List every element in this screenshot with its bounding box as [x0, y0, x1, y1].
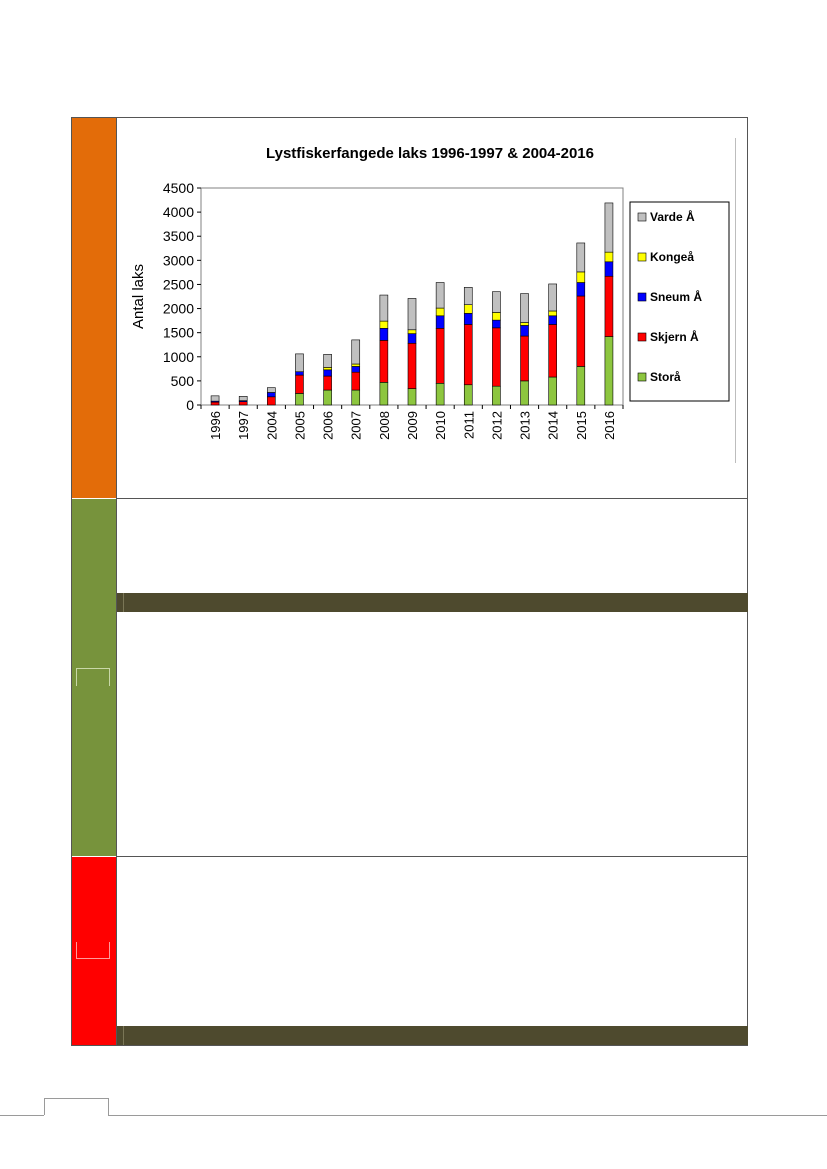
y-tick-label: 1500: [162, 324, 194, 341]
bar-segment: [380, 321, 388, 328]
bar-segment: [605, 276, 613, 336]
bar-segment: [408, 343, 416, 388]
legend-label: Storå: [650, 370, 681, 384]
section-divider-2: [116, 856, 748, 857]
bar-segment: [521, 381, 529, 405]
bar-segment: [436, 328, 444, 383]
bar-segment: [380, 382, 388, 405]
chart-title: Lystfiskerfangede laks 1996-1997 & 2004-2016: [266, 145, 594, 162]
bar-segment: [436, 308, 444, 316]
orange-side-band: [72, 118, 116, 498]
bar-segment: [267, 388, 275, 393]
bar-segment: [521, 323, 529, 326]
x-tick-label: 2009: [405, 411, 420, 440]
bar-segment: [295, 393, 303, 405]
bar-segment: [577, 296, 585, 366]
legend-label: Skjern Å: [650, 330, 699, 344]
y-tick-label: 4500: [162, 180, 194, 196]
bar-segment: [324, 390, 332, 405]
bar-segment: [521, 325, 529, 336]
bar-segment: [408, 330, 416, 334]
stacked-bar-chart: [117, 118, 748, 498]
section-header-bar-1: [117, 593, 748, 612]
x-tick-label: 2015: [573, 411, 589, 440]
green-band-mark-right: [109, 668, 110, 686]
bar-segment: [352, 364, 360, 366]
legend-swatch: [638, 253, 646, 261]
bar-segment: [492, 320, 500, 328]
bar-segment: [605, 252, 613, 262]
y-tick-label: 3000: [162, 252, 194, 269]
bar-segment: [408, 389, 416, 405]
bar-segment: [295, 372, 303, 375]
bar-segment: [380, 295, 388, 321]
red-band-mark-left: [76, 942, 77, 958]
bar-segment: [464, 305, 472, 314]
bar-segment: [521, 336, 529, 381]
footer-tab-left: [44, 1098, 45, 1115]
bar-segment: [549, 324, 557, 377]
bar-segment: [549, 284, 557, 311]
legend-label: Varde Å: [650, 210, 695, 224]
bar-segment: [464, 385, 472, 405]
x-tick-label: 2008: [376, 411, 392, 440]
bar-segment: [577, 283, 585, 297]
bar-segment: [239, 402, 247, 405]
bar-segment: [324, 354, 332, 367]
bar-segment: [324, 376, 332, 390]
bar-segment: [549, 311, 557, 316]
green-band-mark: [76, 668, 110, 669]
red-band-mark-right: [109, 942, 110, 958]
y-axis-label: Antal laks: [130, 263, 147, 330]
bar-segment: [408, 334, 416, 344]
bar-segment: [464, 287, 472, 304]
y-tick-label: 0: [186, 397, 194, 413]
bar-segment: [408, 298, 416, 329]
bar-segment: [549, 316, 557, 325]
bar-segment: [605, 337, 613, 405]
bar-segment: [352, 340, 360, 364]
bar-segment: [267, 397, 275, 405]
bar-segment: [492, 386, 500, 405]
bar-segment: [295, 375, 303, 393]
bar-segment: [577, 366, 585, 405]
legend-swatch: [638, 373, 646, 381]
bar-segment: [436, 283, 444, 309]
y-tick-label: 2500: [162, 276, 194, 293]
bar-segment: [492, 292, 500, 313]
x-tick-label: 2016: [601, 411, 617, 440]
bar-segment: [464, 324, 472, 384]
red-band-mark: [76, 958, 110, 959]
green-band-mark-left: [76, 668, 77, 686]
x-tick-label: 2004: [264, 411, 280, 440]
bar-segment: [352, 366, 360, 372]
bar-segment: [521, 294, 529, 323]
bar-segment: [352, 390, 360, 405]
x-tick-label: 2007: [348, 411, 364, 440]
bar-segment: [464, 313, 472, 324]
footer-tab-top: [44, 1098, 109, 1099]
bar-segment: [380, 340, 388, 382]
bar-segment: [549, 377, 557, 405]
bar-segment: [295, 354, 303, 372]
bar-segment: [352, 372, 360, 390]
bar-segment: [211, 402, 219, 405]
x-tick-label: 2005: [292, 411, 308, 440]
bar-segment: [492, 312, 500, 320]
x-tick-label: 2013: [517, 411, 533, 440]
x-tick-label: 2010: [433, 411, 449, 440]
y-tick-label: 4000: [162, 204, 194, 221]
x-tick-label: 2014: [545, 411, 561, 440]
bar-segment: [211, 396, 219, 401]
legend-swatch: [638, 333, 646, 341]
bar-segment: [324, 367, 332, 369]
bar-segment: [267, 392, 275, 396]
y-tick-label: 1000: [162, 348, 194, 365]
y-tick-label: 2000: [162, 300, 194, 317]
bar-segment: [605, 262, 613, 276]
footer-line-right: [108, 1115, 827, 1116]
x-tick-label: 2011: [461, 411, 477, 439]
section-header-bar-2: [117, 1026, 748, 1045]
bar-segment: [239, 396, 247, 400]
legend-swatch: [638, 293, 646, 301]
y-tick-label: 3500: [162, 228, 194, 245]
x-tick-label: 1997: [236, 411, 252, 440]
bar-segment: [436, 316, 444, 329]
bar-segment: [577, 243, 585, 272]
bar-segment: [380, 328, 388, 340]
bar-segment: [577, 272, 585, 283]
legend-label: Sneum Å: [650, 290, 703, 304]
footer-line-left: [0, 1115, 44, 1116]
bar-segment: [605, 203, 613, 252]
x-tick-label: 2006: [320, 411, 336, 440]
footer-tab-right: [108, 1098, 109, 1115]
x-tick-label: 2012: [489, 411, 505, 440]
legend-label: Kongeå: [650, 250, 695, 264]
x-tick-label: 1996: [208, 411, 224, 440]
y-tick-label: 500: [170, 372, 194, 389]
bar-segment: [324, 370, 332, 376]
legend-swatch: [638, 213, 646, 221]
bar-segment: [436, 383, 444, 405]
section-divider-1: [116, 498, 748, 499]
bar-segment: [492, 328, 500, 386]
